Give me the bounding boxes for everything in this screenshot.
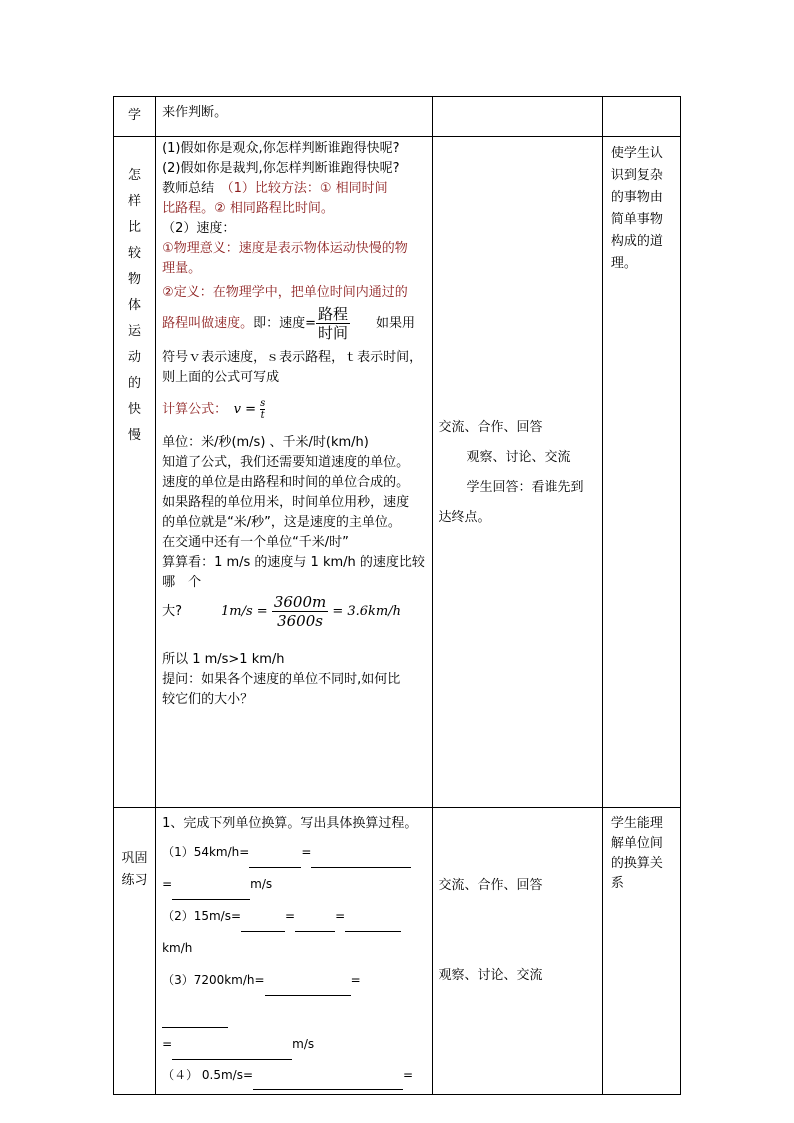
design-aim-cell: 使学生认识到复杂的事物由简单事物构成的道 理。	[602, 137, 680, 808]
table-row	[114, 97, 681, 137]
exercise-1: （1）54km/h= =	[162, 836, 425, 868]
question-2: (2)假如你是裁判,你怎样判断谁跑得快呢?	[162, 161, 400, 176]
table-row	[114, 808, 681, 1095]
unit-equation: 大? 1m/s = $\frac{3600m}{3600s}$ = 3.6km/h	[162, 593, 402, 630]
content-cell: 来作判断。	[156, 97, 432, 137]
exercise-cell: 1、完成下列单位换算。写出具体换算过程。 （1）54km/h= = = m/s （2）15m/s= = = km/h （3）7200km/h= = = m/s （４） 0.5m/s= =	[156, 808, 432, 1095]
calc-formula: 计算公式： v = $\frac{s}{t}$	[162, 398, 266, 421]
section-label: 巩固练习	[114, 808, 156, 1095]
speed-fraction: $\frac{\text{路程}}{\text{时间}}$	[317, 305, 348, 342]
student-activity-cell: 交流、合作、回答 观察、讨论、交流	[432, 808, 602, 1095]
content-cell: (1)假如你是观众,你怎样判断谁跑得快呢? (2)假如你是裁判,你怎样判断谁跑得快呢? 教师总结 （1）比较方法：① 相同时间 比路程。② 相同路程比时间。 （2）速度： ①物理意义：速度是表示物体运动快慢的物 理量。 ②定义：在物理学中，把单位时间内通过的 路程叫做速度。即：速度= $\frac{\text{路程}}{\text{时间}}$ 如果用 符号ｖ表示速度，ｓ表示路程，ｔ表示时间， 则上面的公式可写成 计算公式： v = $\frac{s}{t}$ 单位：米/秒(m/s) 、千米/时(km/h) 知道了公式，我们还需要知道速度的单位。 速度的单位是由路程和时间的单位合成的。 如果路程的单位用米，时间单位用秒，速度 的单位就是“米/秒”，这是速度的主单位。 在交通中还有一个单位“千米/时” 算算看：1 m/s 的速度与 1 km/h 的速度比较 哪 个 大? 1m/s = $\frac{3600m}{3600s}$ = 3.6km/h 所以 1 m/s>1 km/h 提问：如果各个速度的单位不同时,如何比 较它们的大小？	[156, 137, 432, 808]
question-1: (1)假如你是观众,你怎样判断谁跑得快呢?	[162, 141, 400, 156]
student-cell	[432, 97, 602, 137]
section-label: 学	[114, 97, 156, 137]
aim-cell	[602, 97, 680, 137]
exercise-3: （3）7200km/h= =	[162, 964, 425, 1028]
section-label-vertical: 怎 样 比 较 物 体 运 动 的 快 慢	[114, 137, 156, 808]
exercise-2: （2）15m/s= = =	[162, 900, 425, 932]
definition: ②定义：在物理学中，把单位时间内通过的	[162, 285, 408, 300]
design-aim-cell: 学生能理解单位间的换算关系	[602, 808, 680, 1095]
lesson-plan-table	[113, 96, 689, 1095]
exercise-4: （４） 0.5m/s= =	[162, 1060, 425, 1090]
table-row	[114, 137, 681, 808]
student-activity-cell: 交流、合作、回答 观察、讨论、交流 学生回答：看谁先到 达终点。	[432, 137, 602, 808]
teacher-summary: 教师总结 （1）比较方法：① 相同时间	[162, 181, 388, 196]
physical-meaning: ①物理意义：速度是表示物体运动快慢的物	[162, 241, 408, 256]
